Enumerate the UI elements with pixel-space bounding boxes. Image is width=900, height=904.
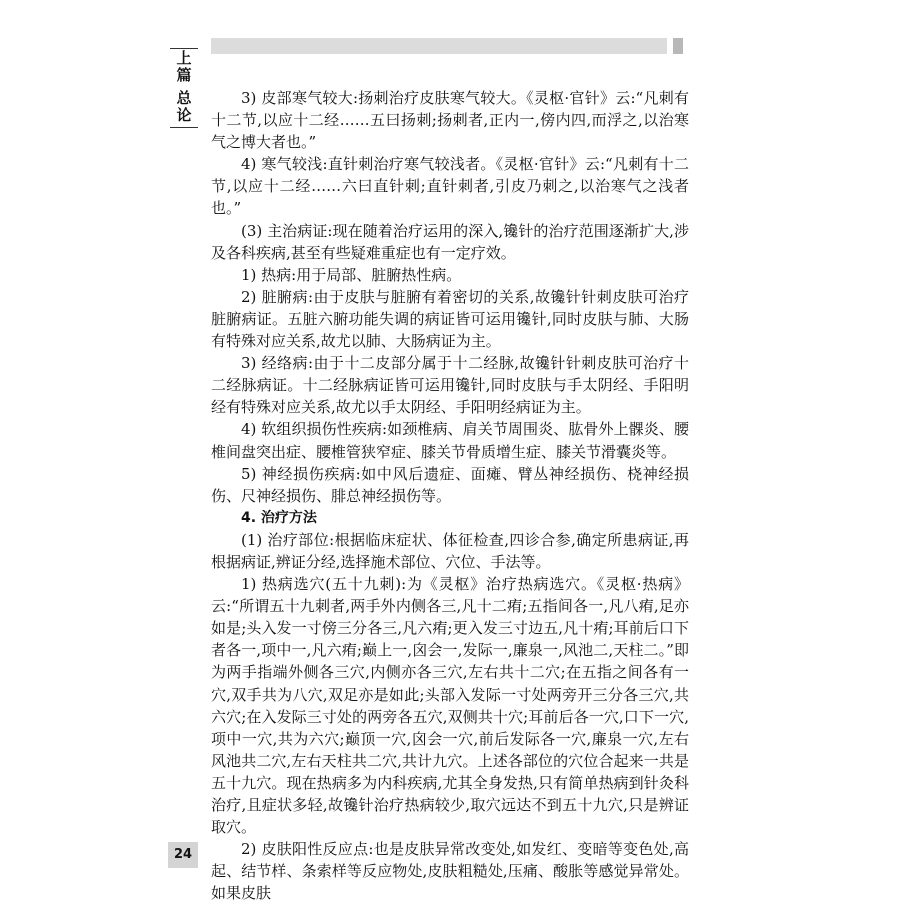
paragraph: 4) 寒气较浅:直针刺治疗寒气较浅者。《灵枢·官针》云:“凡刺有十二节,以应十二经……六曰直针刺;直针刺者,引皮乃刺之,以治寒气之浅者也。” [211,155,689,218]
page-number: 24 [168,842,198,868]
header-bar-end [673,38,683,54]
paragraph: 1) 热病:用于局部、脏腑热性病。 [241,265,462,284]
sidebar-section-label: 总论 [176,89,192,124]
paragraph: 4) 软组织损伤性疾病:如颈椎病、肩关节周围炎、肱骨外上髁炎、腰椎间盘突出症、腰椎管狭窄症、膝关节骨质增生症、膝关节滑囊炎等。 [211,420,689,461]
paragraph: 2) 脏腑病:由于皮肤与脏腑有着密切的关系,故镵针针刺皮肤可治疗脏腑病证。五脏六腑功能失调的病证皆可运用镵针,同时皮肤与肺、大肠有特殊对应关系,故尤以肺、大肠病证为主。 [211,287,689,351]
paragraph: 3) 皮部寒气较大:扬刺治疗皮肤寒气较大。《灵枢·官针》云:“凡刺有十二节,以应十二经……五曰扬刺;扬刺者,正内一,傍内四,而浮之,以治寒气之博大者也。” [211,89,689,152]
paragraph: (3) 主治病证:现在随着治疗运用的深入,镵针的治疗范围逐渐扩大,涉及各科疾病,甚至有些疑难重症也有一定疗效。 [211,221,689,262]
paragraph: 3) 经络病:由于十二皮部分属于十二经脉,故镵针针刺皮肤可治疗十二经脉病证。十二经脉病证皆可运用镵针,同时皮肤与手太阴经、手阳明经有特殊对应关系,故尤以手太阴经、手阳明经病证为主。 [211,354,689,417]
paragraph: 5) 神经损伤疾病:如中风后遗症、面瘫、臂丛神经损伤、桡神经损伤、尺神经损伤、腓总神经损伤等。 [211,464,689,505]
section-heading: 4. 治疗方法 [241,509,317,526]
sidebar-rule-bottom [170,127,198,128]
sidebar-part-label: 上篇 [176,49,192,84]
paragraph: 2) 皮肤阳性反应点:也是皮肤异常改变处,如发红、变暗等变色处,高起、结节样、条索样等反应物处,皮肤粗糙处,压痛、酸胀等感觉异常处。如果皮肤 [211,840,689,903]
page-body [211,87,689,904]
paragraph: 1) 热病选穴(五十九刺):为《灵枢》治疗热病选穴。《灵枢·热病》云:“所谓五十九刺者,两手外内侧各三,凡十二痏;五指间各一,凡八痏,足亦如是;头入发一寸傍三分各三,凡六痏;更入发三寸边五,凡十痏;耳前后口下者各一,项中一,凡六痏;巅上一,囟会一,发际一,廉泉一,风池二,天柱二。”即为两手指端外侧各三穴,内侧亦各三穴,左右共十二穴;在五指之间各有一穴,双手共为八穴,双足亦是如此;头部入发际一寸处两旁开三分各三穴,共六穴;在入发际三寸处的两旁各五穴,双侧共十穴;耳前后各一穴,口下一穴,项中一穴,共为六穴;巅顶一穴,囟会一穴,前后发际各一穴,廉泉一穴,左右风池共二穴,左右天柱共二穴,共计九穴。上述各部位的穴位合起来一共是五十九穴。现在热病多为内科疾病,尤其全身发热,只有简单热病到针灸科治疗,且症状多轻,故镵针治疗热病较少,取穴远达不到五十九穴,只是辨证取穴。 [211,575,689,837]
header-bar [211,38,667,54]
paragraph: (1) 治疗部位:根据临床症状、体征检查,四诊合参,确定所患病证,再根据病证,辨证分经,选择施术部位、穴位、手法等。 [211,530,689,571]
